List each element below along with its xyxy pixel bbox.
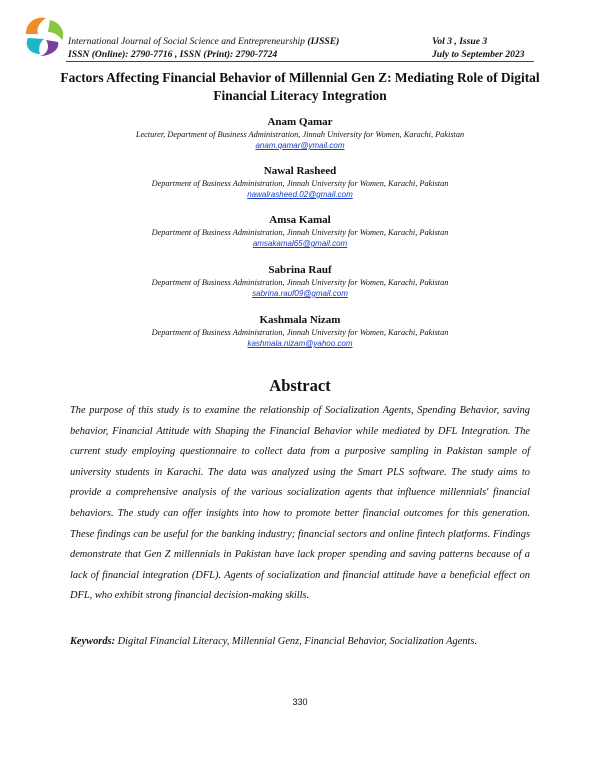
abstract-text: The purpose of this study is to examine the relationship of Socialization Agents, Spending Behavior, saving behavior, Financial Attitude with Shaping the Financial Behavior while mediated by DFL Integration. The current study employing questionnaire to collect data from a purposive sampling in Pakistan sample of university students in Karachi. The data was analyzed using the Smart PLS software. The study aims to provide a comprehensive analysis of the various socialization agents that influence millennials' financial behaviors. The study can offer insights into how to promote better financial outcomes for this generation. These findings can be useful for the banking industry; financial sectors and online fintech platforms. Findings demonstrate that Gen Z millennials in Pakistan have lack proper spending and saving patterns because of a lack of financial integration (DFL). Agents of socialization and financial attitude have a beneficial effect on DFL, who exhibit strong financial decision-making skills.	[70, 405, 530, 602]
abstract-heading: Abstract	[269, 376, 331, 395]
author-block	[40, 164, 560, 200]
issn: ISSN (Online): 2790-7716 , ISSN (Print): 2790-7724	[68, 49, 278, 60]
page-number: 330	[292, 697, 308, 707]
author-block	[40, 213, 560, 249]
author-name: Kashmala Nizam	[259, 314, 341, 326]
author-affiliation: Department of Business Administration, Jinnah University for Women, Karachi, Pakistan	[151, 328, 449, 337]
journal-header-left	[68, 35, 339, 61]
author-email[interactable]: sabrina.rauf09@gmail.com	[252, 289, 348, 298]
author-affiliation: Lecturer, Department of Business Administration, Jinnah University for Women, Karachi, Pakistan	[135, 130, 465, 139]
author-affiliation: Department of Business Administration, Jinnah University for Women, Karachi, Pakistan	[151, 278, 449, 287]
author-name: Nawal Rasheed	[263, 165, 337, 177]
author-block	[40, 263, 560, 299]
author-name: Sabrina Rauf	[268, 264, 332, 276]
author-email[interactable]: nawalrasheed.02@gmail.com	[247, 190, 353, 199]
author-email[interactable]: anam.qamar@ymail.com	[255, 141, 345, 150]
author-email[interactable]: kashmala.nizam@yahoo.com	[247, 339, 353, 348]
author-name: Amsa Kamal	[269, 214, 331, 226]
journal-name: International Journal of Social Science and Entrepreneurship	[68, 36, 305, 47]
keywords-label: Keywords:	[70, 636, 116, 647]
paper-title: Factors Affecting Financial Behavior of Millennial Gen Z: Mediating Role of Digital Financial Literacy Integration	[60, 70, 540, 103]
author-block	[40, 115, 560, 151]
journal-abbrev: (IJSSE)	[307, 36, 340, 47]
keywords-text: Digital Financial Literacy, Millennial Genz, Financial Behavior, Socialization Agents.	[117, 636, 478, 647]
journal-logo	[20, 12, 70, 58]
author-affiliation: Department of Business Administration, Jinnah University for Women, Karachi, Pakistan	[151, 179, 449, 188]
publication-period: July to September 2023	[432, 49, 525, 60]
author-name: Anam Qamar	[267, 116, 333, 128]
volume-issue: Vol 3 , Issue 3	[432, 36, 488, 47]
keywords	[70, 632, 530, 653]
author-block	[40, 313, 560, 349]
header-divider	[66, 61, 534, 62]
author-email[interactable]: amsakamal65@gmail.com	[252, 239, 348, 248]
author-affiliation: Department of Business Administration, Jinnah University for Women, Karachi, Pakistan	[151, 228, 449, 237]
journal-header-right	[432, 35, 524, 61]
